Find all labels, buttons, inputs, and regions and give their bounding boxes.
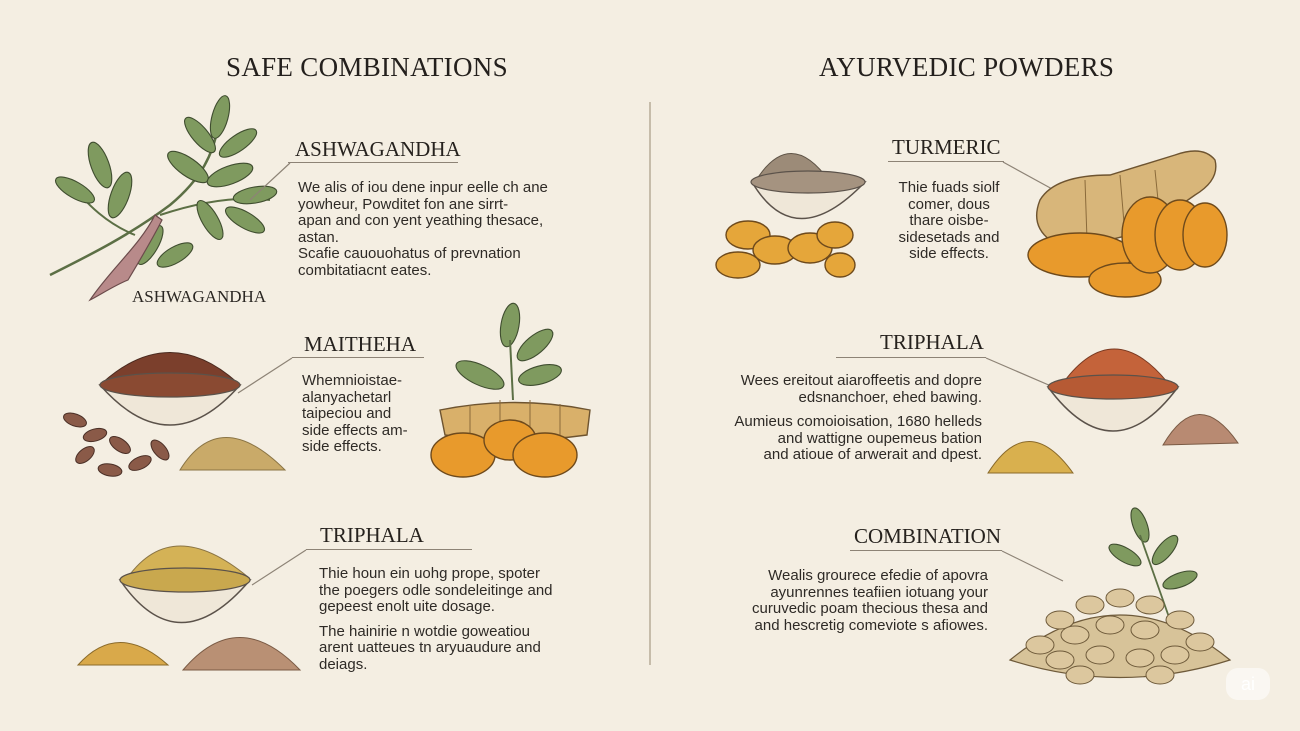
ashwagandha-leader-line <box>248 162 298 202</box>
heading-safe-combinations: SAFE COMBINATIONS <box>226 52 508 82</box>
ai-watermark-badge: ai <box>1226 668 1270 700</box>
triphala-left-title: TRIPHALA <box>320 523 424 547</box>
ashwagandha-title: ASHWAGANDHA <box>295 137 461 161</box>
turmeric-title: TURMERIC <box>892 135 1001 159</box>
column-divider <box>649 102 651 665</box>
combination-underline <box>850 550 1002 551</box>
triphala-left-leader-line <box>250 549 310 589</box>
triphala-right-powder-illustration <box>988 325 1238 480</box>
maitheha-text: Whemnioistae- alanyachetarl taipeciou and side effects am- side effects. <box>302 372 408 455</box>
combination-text: Wealis grourece efedie of apovra ayunrennes teafiien iotuang your curuvedic poam thecious thesa and and hescretig comeviote s afiowes. <box>752 567 988 634</box>
ashwagandha-text: We alis of iou dene inpur eelle ch ane yowheur, Powditet fon ane sirrt- apan and con yent yeathing thesace, astan. Scafie cauouohatus of prevnation combitatiacnt eates. <box>298 179 548 279</box>
ashwagandha-caption: ASHWAGANDHA <box>132 287 267 306</box>
turmeric-rhizome-illustration <box>1025 140 1250 300</box>
maitheha-underline <box>292 357 424 358</box>
turmeric-root-illustration <box>425 300 605 485</box>
triphala-left-underline <box>306 549 472 550</box>
combination-title: COMBINATION <box>854 524 1001 548</box>
maitheha-title: MAITHEHA <box>304 332 416 356</box>
turmeric-powder-bowl-illustration <box>710 130 870 285</box>
maitheha-powder-bowl-illustration <box>60 325 290 490</box>
triphala-right-underline <box>836 357 986 358</box>
triphala-left-text: Thie houn ein uohg prope, spoter the poegers odle sondeleitinge and gepeest enolt uite dosage. The hainirie n wotdie goweatiou arent uatteues tn aryuaudure and deiags. <box>319 565 553 673</box>
ashwagandha-underline <box>288 162 458 163</box>
mixed-herb-slices-illustration <box>1000 510 1235 690</box>
turmeric-text: Thie fuads siolf comer, dous thare oisbe- sidesetads and side effects. <box>898 179 1000 262</box>
turmeric-underline <box>888 161 1004 162</box>
maitheha-leader-line <box>236 357 296 397</box>
triphala-powder-bowl-illustration <box>78 525 303 675</box>
ashwagandha-plant-illustration <box>40 95 290 315</box>
triphala-right-text: Wees ereitout aiaroffeetis and dopre edsnanchoer, ehed bawing. Aumieus comoioisation, 1680 helleds and wattigne oupemeus bation and atioue of arwerait and dpest. <box>734 372 982 463</box>
triphala-right-title: TRIPHALA <box>880 330 984 354</box>
heading-ayurvedic-powders: AYURVEDIC POWDERS <box>819 52 1115 82</box>
